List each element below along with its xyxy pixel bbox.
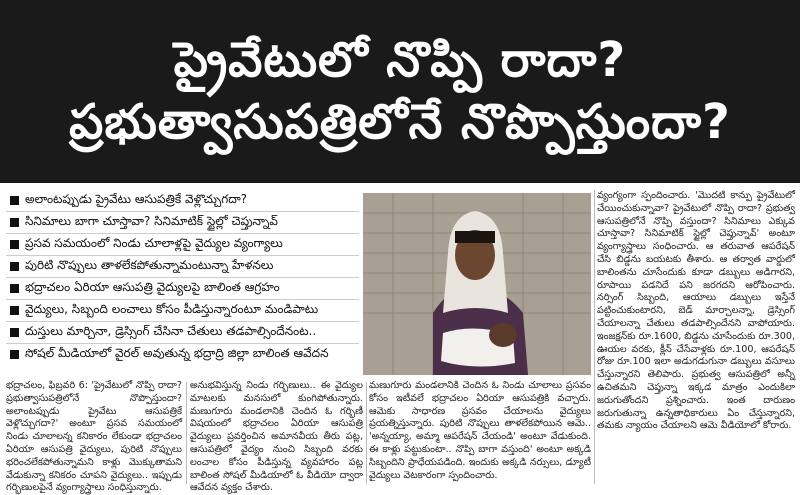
news-photo [363,193,591,375]
highlight-text: దుస్తులు మార్చినా, డ్రెస్సింగ్ చేసినా చేతులు తడపాల్సిందేనంట.. [25,324,317,338]
highlights-list [6,190,359,365]
highlight-item [6,278,359,300]
headline-banner [0,0,800,183]
square-bullet-icon [10,350,19,359]
square-bullet-icon [10,196,19,205]
highlight-text: పురిటి నొప్పులు తాళలేకపోతున్నామంటున్నా హేళనలు [25,258,274,272]
highlight-text: వైద్యులు, సిబ్బంది లంచాలు కోసం పీడిస్తున్నారంటూ మండిపాటు [25,302,319,316]
highlight-text: సోషల్ మీడియాలో వైరల్ అవుతున్న భద్రాద్రి జిల్లా బాలింత ఆవేదన [25,346,329,360]
highlight-item [6,256,359,278]
article-column-4: వ్యంగ్యంగా స్పందించారు. 'మొదటి కాన్పు ప్రైవేటులో చేయించుకున్నావా? ప్రైవేటులో నొప్పి రాదా? ప్రభుత్వ ఆసుపత్రిలోనే నొప్పి వస్తుందా? సినిమాలు ఎక్కువ చూస్తావా? సినిమాటిక్ స్టైల్లో చెప్తున్నావ్' అంటూ వ్యంగ్యాస్త్రాలు సంధించారు. ఆ తరువాత ఆపరేషన్ చేసి బిడ్డను బయటకు తీశారు. ఆ తర్వాత వార్డులో బాలింతను చూసేందుకు కూడా డబ్బులు అడిగారని, రూపాయి పడనిదే పని జరగదని ఆరోపించారు. నర్సింగ్ సిబ్బంది, ఆయాలు డబ్బులు ఇస్తేనే పట్టించుకుంటారని, బెడ్ మార్చాలన్నా, డ్రెస్సింగ్ చేయాలన్నా చేతులు తడపాల్సిందేనని వాపోయారు. ఇంజక్షన్‌కు రూ.1600, బిడ్డను చూసేందుకు రూ.300, ఊయల వరకు, క్లీన్ చేసేవాళ్లకు రూ.100, ఆపరేషన్ రోజు రూ.100 ఇలా అడుగడుగునా డబ్బులు వసూలు చేస్తున్నారని తెలిపారు. ప్రభుత్వ ఆసుపత్రిలో అన్నీ ఉచితమని చెప్తున్నా ఇక్కడ మాత్రం ఎందుకిలా జరుగుతోందని ప్రశ్నించారు. ఇంత దారుణం జరుగుతున్నా ఉన్నతాధికారులు ఏం చేస్తున్నారని, తమకు న్యాయం చేయాలని ఆమె వీడియోలో కోరారు. [597,190,795,432]
mother-with-newborn-illustration [363,193,591,375]
square-bullet-icon [10,218,19,227]
square-bullet-icon [10,284,19,293]
highlight-text: అలాంటప్పుడు ప్రైవేటు ఆసుపత్రికే వెళ్లొచ్చుగదా? [25,192,248,206]
highlight-item [6,234,359,256]
highlight-item [6,344,359,365]
square-bullet-icon [10,306,19,315]
square-bullet-icon [10,240,19,249]
square-bullet-icon [10,328,19,337]
highlight-item [6,190,359,212]
highlight-item [6,322,359,344]
article-column-2: అనుభవిస్తున్న నిండు గర్భిణులు.. ఈ వైద్యుల మాటలకు మనసులో కుంగిపోతున్నారు. మణుగూరు మండలానికి చెందిన ఓ గర్భిణీ విషయంలో భద్రాచలం ఏరియా ఆసుపత్రి వైద్యులు ప్రవర్తించిన అమానవీయ తీరు పట్ల, ఆసుపత్రిలో వైద్యం నుంచి సిబ్బంది వరకు లంచాల కోసం పీడిస్తున్న వ్యవహారం పట్ల బాలింత సోషల్ మీడియాలో ఓ వీడియో ద్వారా ఆవేదన వ్యక్తం చేశారు. [190,380,363,494]
highlight-item [6,212,359,234]
article-column-3: మణుగూరు మండలానికి చెందిన ఓ నిండు చూలాలు ప్రసవం కోసం ఇటీవలే భద్రాచలం ఏరియా ఆసుపత్రికి వచ్చారు. ఆమెకు సాధారణ ప్రసవం చేయాలను వైద్యులు ప్రయత్నిస్తున్నారు. పురిటి నొప్పులు తాళలేకపోయిన ఆమె.. 'అన్నయ్యా, అమ్మా ఆపరేషన్ చేయండి' అంటూ వేడుకుంది. ఈ కాళ్లు పట్టుకుంటా.. నొప్పి బాగా వస్తుంది' అంటూ అక్కడి సిబ్బందిని ప్రాధేయపడింది. ఇందుకు అక్కడి నర్సులు, డ్యూటీ వైద్యులు వెటకారంగా స్పందించారు. [369,380,591,481]
highlight-text: భద్రాచలం ఏరియా ఆసుపత్రి వైద్యులపై బాలింత ఆగ్రహం [25,280,280,294]
column-divider [366,382,367,484]
headline-line-1: ప్రైవేటులో నొప్పి రాదా? [173,32,627,89]
highlight-text: సినిమాలు బాగా చూస్తావా? సినిమాటిక్ స్టైల్లో చెప్తున్నావ్ [25,214,278,228]
column-divider [186,382,187,484]
article-column-1: భద్రాచలం, ఫిబ్రవరి 6: 'ప్రైవేటులో నొప్పి రాదా? ప్రభుత్వాసుపత్రిలోనే నొప్పొస్తుందా? అలాంటప్పుడు ప్రైవేటు ఆసుపత్రికే వెళ్లొచ్చుగదా?' అంటూ ప్రసవ సమయంలో నిండు చూలాలన్న కనికారం లేకుండా భద్రాచలం ఏరియా ఆసుపత్రి వైద్యులు, పురిటి నొప్పులు భరించలేకపోతున్నామని కాళ్లు మొక్కుతామని వేడుకున్నా కనికరం చూపని వైద్యులు.. ఇప్పుడు గర్భిణులపైనే వ్యంగ్యాస్త్రాలు సంధిస్తున్నారు. [6,380,182,494]
square-bullet-icon [10,262,19,271]
column-divider [594,190,595,484]
highlight-text: ప్రసవ సమయంలో నిండు చూలాళ్లపై వైద్యుల వ్యంగ్యాలు [25,236,283,250]
highlight-item [6,300,359,322]
headline-line-2: ప్రభుత్వాసుపత్రిలోనే నొప్పొస్తుందా? [69,93,731,150]
